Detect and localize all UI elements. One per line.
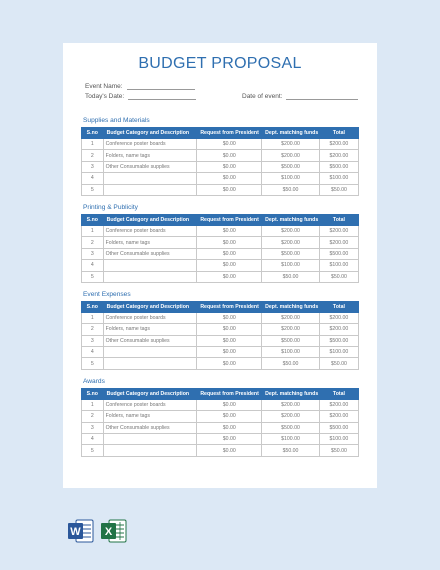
section-title: Event Expenses [83,290,131,298]
cell-request-from-president[interactable]: $0.00 [197,399,262,410]
cell-request-from-president[interactable]: $0.00 [197,445,262,456]
cell-total[interactable]: $50.00 [319,358,358,369]
cell-dept-matching-funds[interactable]: $50.00 [262,184,320,195]
cell-total[interactable]: $500.00 [319,335,358,346]
cell-sno[interactable]: 4 [82,260,104,271]
cell-request-from-president[interactable]: $0.00 [197,260,262,271]
cell-dept-matching-funds[interactable]: $100.00 [262,260,320,271]
word-icon[interactable] [67,518,95,544]
cell-description[interactable] [103,260,197,271]
cell-dept-matching-funds[interactable]: $100.00 [262,173,320,184]
table-row [82,237,359,248]
cell-description[interactable]: Other Consumable supplies [103,335,197,346]
cell-sno[interactable]: 5 [82,184,104,195]
column-header-sno: S.no [82,301,104,312]
cell-total[interactable]: $200.00 [319,225,358,236]
cell-total[interactable]: $200.00 [319,237,358,248]
cell-dept-matching-funds[interactable]: $200.00 [262,237,320,248]
column-header-description: Budget Category and Description [103,128,197,139]
cell-total[interactable]: $200.00 [319,139,358,150]
cell-request-from-president[interactable]: $0.00 [197,324,262,335]
page-title: BUDGET PROPOSAL [138,55,302,72]
cell-request-from-president[interactable]: $0.00 [197,271,262,282]
budget-table [81,388,359,457]
table-header-row [82,214,359,225]
cell-request-from-president[interactable]: $0.00 [197,184,262,195]
budget-section [81,378,359,457]
cell-sno[interactable]: 1 [82,312,104,323]
section-title: Awards [83,377,105,385]
cell-sno[interactable]: 2 [82,324,104,335]
budget-table [81,301,359,370]
table-header-row [82,301,359,312]
cell-total[interactable]: $200.00 [319,324,358,335]
column-header-total: Total [319,128,358,139]
event-name-field[interactable] [85,83,195,90]
cell-sno[interactable]: 2 [82,150,104,161]
table-row [82,335,359,346]
column-header-request-from-president: Request from President [197,388,262,399]
todays-date-label: Today's Date: [85,93,125,100]
cell-dept-matching-funds[interactable]: $50.00 [262,445,320,456]
cell-dept-matching-funds[interactable]: $500.00 [262,422,320,433]
cell-total[interactable]: $50.00 [319,184,358,195]
table-row [82,184,359,195]
cell-dept-matching-funds[interactable]: $100.00 [262,347,320,358]
date-of-event-line[interactable] [286,93,358,100]
cell-sno[interactable]: 1 [82,399,104,410]
cell-request-from-president[interactable]: $0.00 [197,150,262,161]
cell-total[interactable]: $500.00 [319,248,358,259]
table-row [82,139,359,150]
todays-date-line[interactable] [128,93,196,100]
cell-request-from-president[interactable]: $0.00 [197,161,262,172]
cell-dept-matching-funds[interactable]: $200.00 [262,150,320,161]
cell-total[interactable]: $200.00 [319,150,358,161]
cell-request-from-president[interactable]: $0.00 [197,237,262,248]
column-header-description: Budget Category and Description [103,301,197,312]
cell-dept-matching-funds[interactable]: $500.00 [262,248,320,259]
column-header-total: Total [319,301,358,312]
table-row [82,422,359,433]
table-row [82,260,359,271]
cell-total[interactable]: $100.00 [319,434,358,445]
document-page [63,43,377,488]
cell-sno[interactable]: 2 [82,411,104,422]
cell-sno[interactable]: 3 [82,161,104,172]
column-header-description: Budget Category and Description [103,388,197,399]
cell-description[interactable] [103,173,197,184]
cell-sno[interactable]: 4 [82,434,104,445]
cell-total[interactable]: $500.00 [319,422,358,433]
budget-table [81,127,359,196]
cell-dept-matching-funds[interactable]: $50.00 [262,358,320,369]
cell-sno[interactable]: 1 [82,225,104,236]
date-of-event-label: Date of event: [242,93,283,100]
column-header-request-from-president: Request from President [197,128,262,139]
cell-request-from-president[interactable]: $0.00 [197,335,262,346]
column-header-sno: S.no [82,214,104,225]
cell-request-from-president[interactable]: $0.00 [197,347,262,358]
cell-sno[interactable]: 5 [82,358,104,369]
table-header-row [82,128,359,139]
column-header-description: Budget Category and Description [103,214,197,225]
cell-description[interactable] [103,358,197,369]
table-row [82,312,359,323]
table-row [82,248,359,259]
column-header-total: Total [319,388,358,399]
event-fields [81,83,359,109]
word-icon-letter: W [70,526,81,538]
cell-dept-matching-funds[interactable]: $200.00 [262,312,320,323]
column-header-total: Total [319,214,358,225]
column-header-request-from-president: Request from President [197,301,262,312]
cell-dept-matching-funds[interactable]: $200.00 [262,411,320,422]
cell-request-from-president[interactable]: $0.00 [197,225,262,236]
cell-sno[interactable]: 3 [82,248,104,259]
cell-request-from-president[interactable]: $0.00 [197,434,262,445]
cell-request-from-president[interactable]: $0.00 [197,173,262,184]
cell-description[interactable]: Folders, name tags [103,324,197,335]
table-row [82,358,359,369]
budget-section [81,291,359,370]
cell-request-from-president[interactable]: $0.00 [197,422,262,433]
cell-request-from-president[interactable]: $0.00 [197,411,262,422]
cell-description[interactable] [103,434,197,445]
cell-dept-matching-funds[interactable]: $200.00 [262,399,320,410]
excel-icon[interactable] [100,518,128,544]
event-name-line[interactable] [127,83,195,90]
cell-dept-matching-funds[interactable]: $500.00 [262,335,320,346]
cell-total[interactable]: $200.00 [319,411,358,422]
table-row [82,445,359,456]
cell-description[interactable] [103,184,197,195]
column-header-sno: S.no [82,388,104,399]
section-title: Printing & Publicity [83,203,138,211]
cell-sno[interactable]: 3 [82,335,104,346]
table-row [82,150,359,161]
table-row [82,399,359,410]
cell-sno[interactable]: 3 [82,422,104,433]
cell-total[interactable]: $500.00 [319,161,358,172]
cell-dept-matching-funds[interactable]: $200.00 [262,324,320,335]
cell-description[interactable]: Other Consumable supplies [103,248,197,259]
cell-description[interactable]: Conference poster boards [103,139,197,150]
cell-description[interactable] [103,445,197,456]
column-header-dept-matching-funds: Dept. matching funds [262,128,320,139]
cell-request-from-president[interactable]: $0.00 [197,358,262,369]
cell-dept-matching-funds[interactable]: $50.00 [262,271,320,282]
cell-sno[interactable]: 1 [82,139,104,150]
cell-total[interactable]: $100.00 [319,260,358,271]
date-of-event-field[interactable] [242,93,358,100]
cell-dept-matching-funds[interactable]: $500.00 [262,161,320,172]
cell-total[interactable]: $100.00 [319,347,358,358]
cell-total[interactable]: $200.00 [319,399,358,410]
cell-sno[interactable]: 4 [82,173,104,184]
table-row [82,271,359,282]
cell-description[interactable] [103,271,197,282]
cell-dept-matching-funds[interactable]: $200.00 [262,139,320,150]
table-row [82,324,359,335]
cell-dept-matching-funds[interactable]: $200.00 [262,225,320,236]
column-header-dept-matching-funds: Dept. matching funds [262,301,320,312]
app-icons [67,518,128,544]
column-header-dept-matching-funds: Dept. matching funds [262,214,320,225]
table-row [82,347,359,358]
table-row [82,434,359,445]
cell-total[interactable]: $200.00 [319,312,358,323]
budget-section [81,117,359,196]
column-header-sno: S.no [82,128,104,139]
event-name-label: Event Name: [85,83,123,90]
table-header-row [82,388,359,399]
cell-description[interactable]: Conference poster boards [103,312,197,323]
cell-request-from-president[interactable]: $0.00 [197,312,262,323]
cell-total[interactable]: $50.00 [319,445,358,456]
table-row [82,161,359,172]
cell-request-from-president[interactable]: $0.00 [197,248,262,259]
cell-description[interactable]: Folders, name tags [103,237,197,248]
cell-description[interactable] [103,347,197,358]
section-title: Supplies and Materials [83,117,150,124]
excel-icon-letter: X [104,526,113,538]
cell-sno[interactable]: 2 [82,237,104,248]
budget-sections [81,117,359,457]
cell-total[interactable]: $100.00 [319,173,358,184]
cell-request-from-president[interactable]: $0.00 [197,139,262,150]
column-header-request-from-president: Request from President [197,214,262,225]
cell-description[interactable]: Conference poster boards [103,225,197,236]
cell-sno[interactable]: 5 [82,271,104,282]
cell-description[interactable]: Other Consumable supplies [103,161,197,172]
budget-section [81,204,359,283]
cell-description[interactable]: Folders, name tags [103,150,197,161]
table-row [82,225,359,236]
table-row [82,411,359,422]
cell-sno[interactable]: 4 [82,347,104,358]
cell-sno[interactable]: 5 [82,445,104,456]
cell-description[interactable]: Conference poster boards [103,399,197,410]
cell-description[interactable]: Other Consumable supplies [103,422,197,433]
cell-total[interactable]: $50.00 [319,271,358,282]
table-row [82,173,359,184]
budget-table [81,214,359,283]
todays-date-field[interactable] [85,93,196,100]
cell-dept-matching-funds[interactable]: $100.00 [262,434,320,445]
column-header-dept-matching-funds: Dept. matching funds [262,388,320,399]
cell-description[interactable]: Folders, name tags [103,411,197,422]
